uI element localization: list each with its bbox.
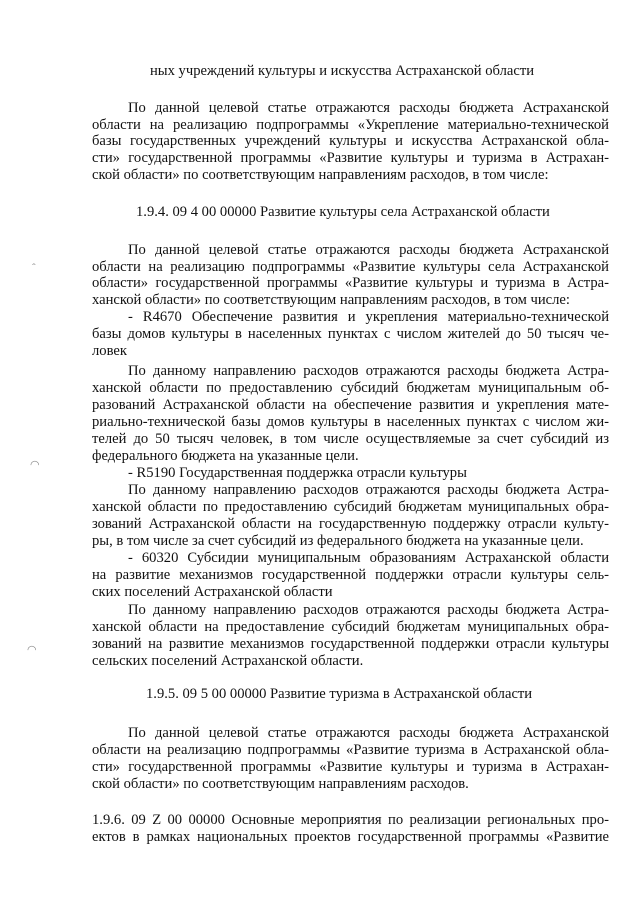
text-line: федерального бюджета на указанные цели. — [92, 448, 359, 464]
text-line: области» государственной программы «Развитие культуры и туризма в Астра- — [92, 275, 609, 291]
text-line: ры, в том числе за счет субсидий из федерального бюджета на указанные цели. — [92, 533, 584, 549]
text-line: на развитие механизмов государственной поддержки отрасли культуры сель- — [92, 567, 609, 583]
scan-mark: ˆ — [32, 262, 36, 274]
scan-mark: ◠ — [30, 459, 40, 471]
text-line: сти» государственной программы «Развитие культуры и туризма в Астрахан- — [92, 759, 609, 775]
text-line: - R4670 Обеспечение развития и укрепления материально-технической — [128, 309, 609, 325]
text-line: ских поселений Астраханской области — [92, 584, 333, 600]
text-line: ектов в рамках национальных проектов государственной программы «Развитие — [92, 829, 609, 845]
text-line: - 60320 Субсидии муниципальным образованиям Астраханской области — [128, 550, 609, 566]
text-line: По данному направлению расходов отражаются расходы бюджета Астра- — [128, 482, 609, 498]
text-line: ской области» по соответствующим направлениям расходов, в том числе: — [92, 167, 549, 183]
text-line: ловек — [92, 343, 127, 359]
text-line: ханской области» по соответствующим направлениям расходов, в том числе: — [92, 292, 570, 308]
text-line: ханской области на предоставление субсидий бюджетам муниципальных обра- — [92, 619, 609, 635]
section-heading: 1.9.5. 09 5 00 00000 Развитие туризма в Астраханской области — [146, 686, 533, 702]
scan-mark: ◠ — [27, 644, 37, 656]
text-line: сельских поселений Астраханской области. — [92, 653, 364, 669]
section-heading: 1.9.4. 09 4 00 00000 Развитие культуры села Астраханской области — [136, 204, 550, 220]
section-heading: 1.9.6. 09 Z 00 00000 Основные мероприятия по реализации региональных про- — [92, 812, 609, 828]
text-line: базы домов культуры в населенных пунктах с числом жителей до 50 тысяч че- — [92, 326, 609, 342]
text-line: области на реализацию подпрограммы «Развитие культуры села Астраханской — [92, 259, 609, 275]
text-line: риально-технической базы домов культуры в населенных пунктах с числом жи- — [92, 414, 609, 430]
text-line: базы государственных учреждений культуры и искусства Астраханской обла- — [92, 133, 609, 149]
text-line: разований Астраханской области на обеспечение развития и укрепления мате- — [92, 397, 609, 413]
text-line: зований Астраханской области на государственную поддержку отрасли культу- — [92, 516, 609, 532]
text-line: области на реализацию подпрограммы «Развитие туризма в Астраханской обла- — [92, 742, 609, 758]
text-line: По данной целевой статье отражаются расходы бюджета Астраханской — [128, 100, 609, 116]
text-line: По данному направлению расходов отражаются расходы бюджета Астра- — [128, 363, 609, 379]
text-line: По данному направлению расходов отражаются расходы бюджета Астра- — [128, 602, 609, 618]
text-line: области на реализацию подпрограммы «Укрепление материально-технической — [92, 117, 609, 133]
text-line: - R5190 Государственная поддержка отрасли культуры — [128, 465, 467, 481]
text-line: По данной целевой статье отражаются расходы бюджета Астраханской — [128, 725, 609, 741]
text-line: зований на развитие механизмов государственной поддержки отрасли культуры — [92, 636, 609, 652]
text-line: сти» государственной программы «Развитие культуры и туризма в Астрахан- — [92, 150, 609, 166]
text-line: ской области» по соответствующим направлениям расходов. — [92, 776, 469, 792]
text-line: По данной целевой статье отражаются расходы бюджета Астраханской — [128, 242, 609, 258]
text-line: телей до 50 тысяч человек, в том числе осуществляемые за счет субсидий из — [92, 431, 609, 447]
text-line: ханской области по предоставлению субсидий бюджетам муниципальных обра- — [92, 499, 609, 515]
text-line: ных учреждений культуры и искусства Астраханской области — [150, 63, 535, 79]
text-line: ханской области по предоставлению субсидий бюджетам муниципальным об- — [92, 380, 609, 396]
